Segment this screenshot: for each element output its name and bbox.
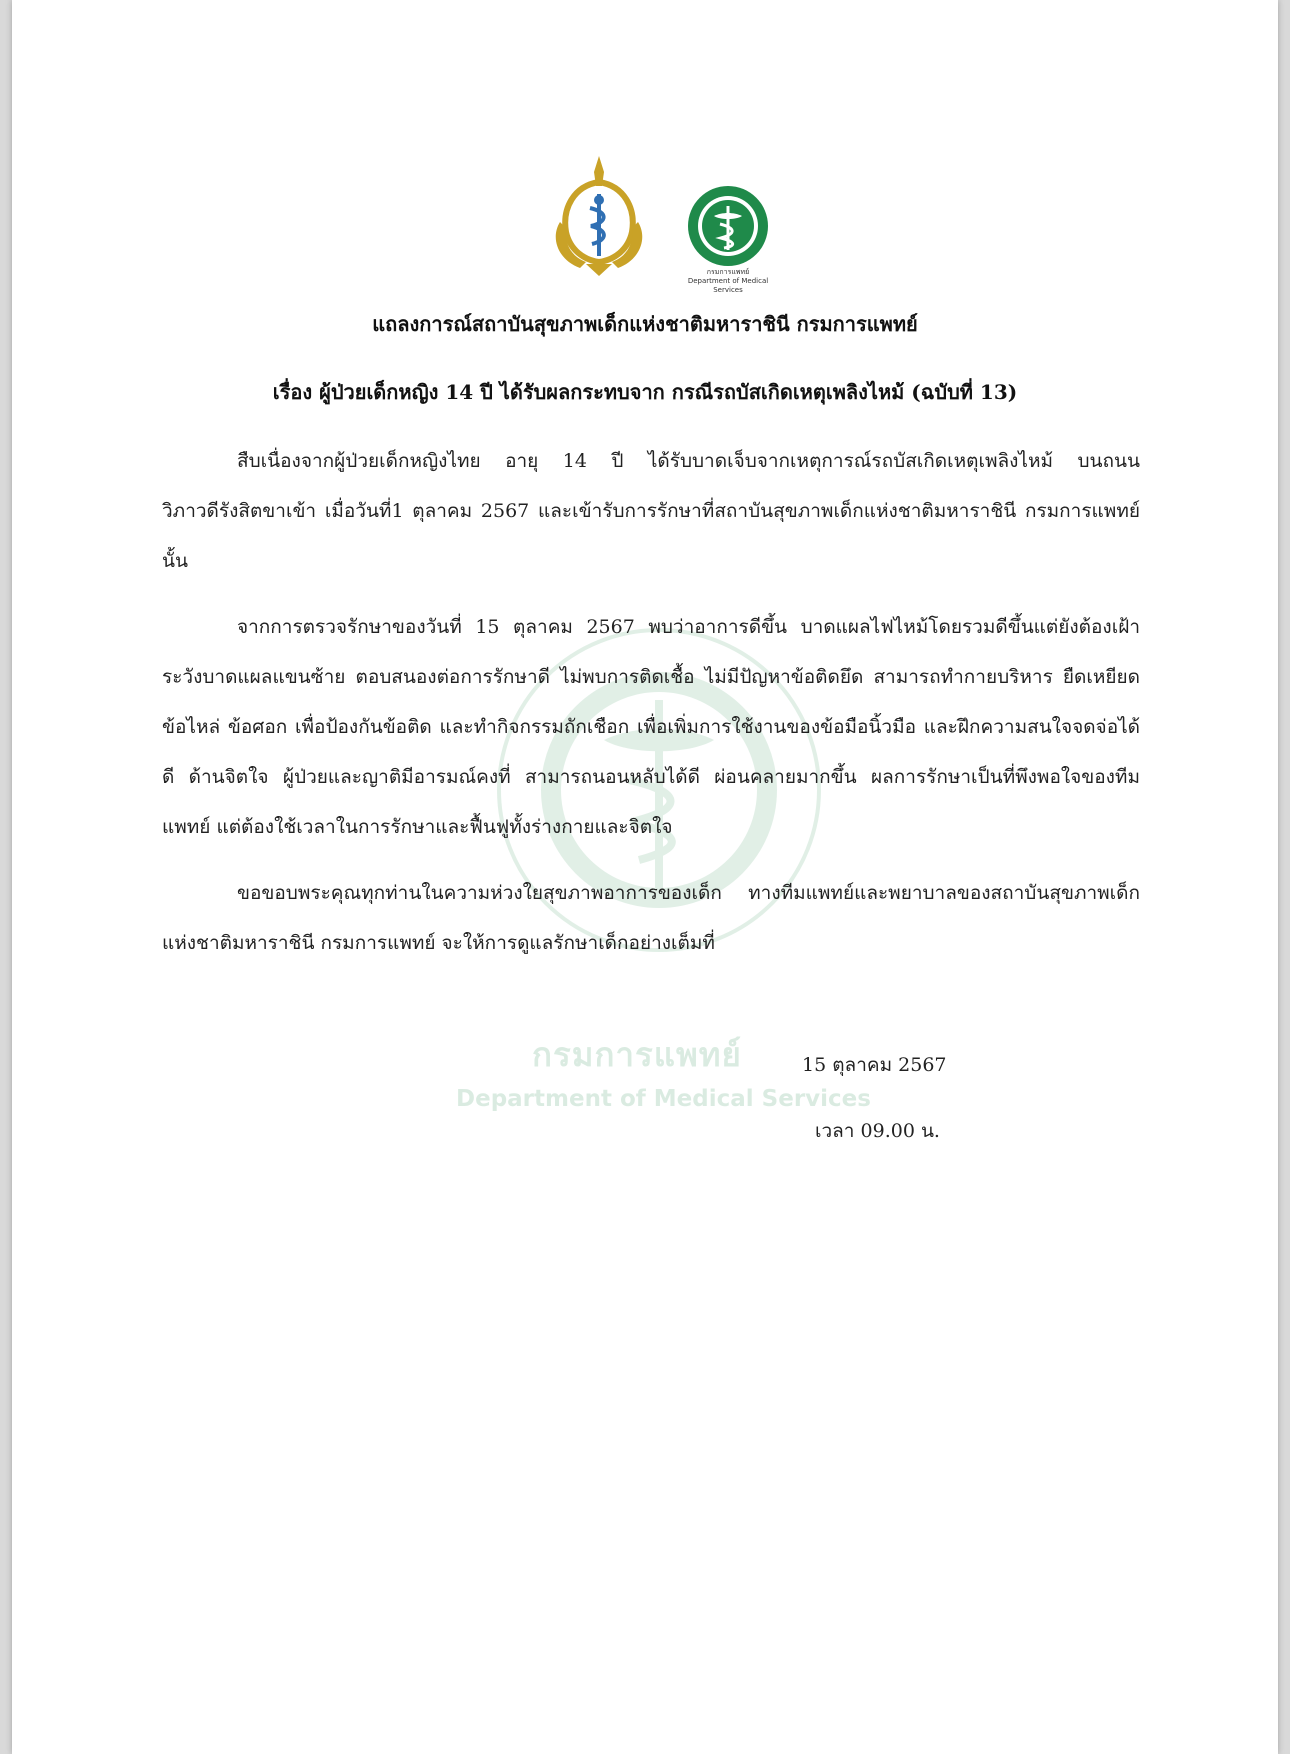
document-page — [12, 0, 1278, 1754]
body-paragraph: จากการตรวจรักษาของวันที่ 15 ตุลาคม 2567 พบว่าอาการดีขึ้น บาดแผลไฟไหม้โดยรวมดีขึ้นแต่ยังต้องเฝ้าระวังบาดแผลแขนซ้าย ตอบสนองต่อการรักษาดี ไม่พบการติดเชื้อ ไม่มีปัญหาข้อติดยึด สามารถทำกายบริหาร ยืดเหยียดข้อไหล่ ข้อศอก เพื่อป้องกันข้อติด และทำกิจกรรมถักเชือก เพื่อเพิ่มการใช้งานของข้อมือนิ้วมือ และฝึกความสนใจจดจ่อได้ดี ด้านจิตใจ ผู้ป่วยและญาติมีอารมณ์คงที่ สามารถนอนหลับได้ดี ผ่อนคลายมากขึ้น ผลการรักษาเป็นที่พึงพอใจของทีมแพทย์ แต่ต้องใช้เวลาในการรักษาและฟื้นฟูทั้งร่างกายและจิตใจ — [162, 616, 1140, 838]
signoff-time: เวลา 09.00 น. — [815, 1120, 940, 1142]
institute-emblem-icon — [546, 152, 652, 280]
body-paragraph: สืบเนื่องจากผู้ป่วยเด็กหญิงไทย อายุ 14 ปี ได้รับบาดเจ็บจากเหตุการณ์รถบัสเกิดเหตุเพลิงไหม้ บนถนนวิภาวดีรังสิตขาเข้า เมื่อวันที่1 ตุลาคม 2567 และเข้ารับการรักษาที่สถาบันสุขภาพเด็กแห่งชาติมหาราชินี กรมการแพทย์นั้น — [162, 450, 1140, 572]
header-logos — [12, 150, 1278, 294]
moph-caption-english: Department of Medical Services — [687, 277, 769, 294]
watermark-org-english: Department of Medical Services — [456, 1086, 871, 1112]
document-subject: เรื่อง ผู้ป่วยเด็กหญิง 14 ปี ได้รับผลกระทบจาก กรณีรถบัสเกิดเหตุเพลิงไหม้ (ฉบับที่ 13) — [272, 380, 1018, 404]
watermark-org-thai: กรมการแพทย์ — [532, 1035, 742, 1074]
document-body — [162, 436, 1140, 984]
document-title: แถลงการณ์สถาบันสุขภาพเด็กแห่งชาติมหาราชินี กรมการแพทย์ — [372, 312, 918, 336]
ministry-of-public-health-emblem-icon — [680, 178, 776, 274]
signoff-date: 15 ตุลาคม 2567 — [802, 1054, 947, 1076]
moph-caption — [680, 268, 776, 295]
moph-caption-thai: กรมการแพทย์ — [706, 268, 750, 276]
body-paragraph: ขอขอบพระคุณทุกท่านในความห่วงใยสุขภาพอาการของเด็ก ทางทีมแพทย์และพยาบาลของสถาบันสุขภาพเด็กแห่งชาติมหาราชินี กรมการแพทย์ จะให้การดูแลรักษาเด็กอย่างเต็มที่ — [162, 882, 1140, 954]
